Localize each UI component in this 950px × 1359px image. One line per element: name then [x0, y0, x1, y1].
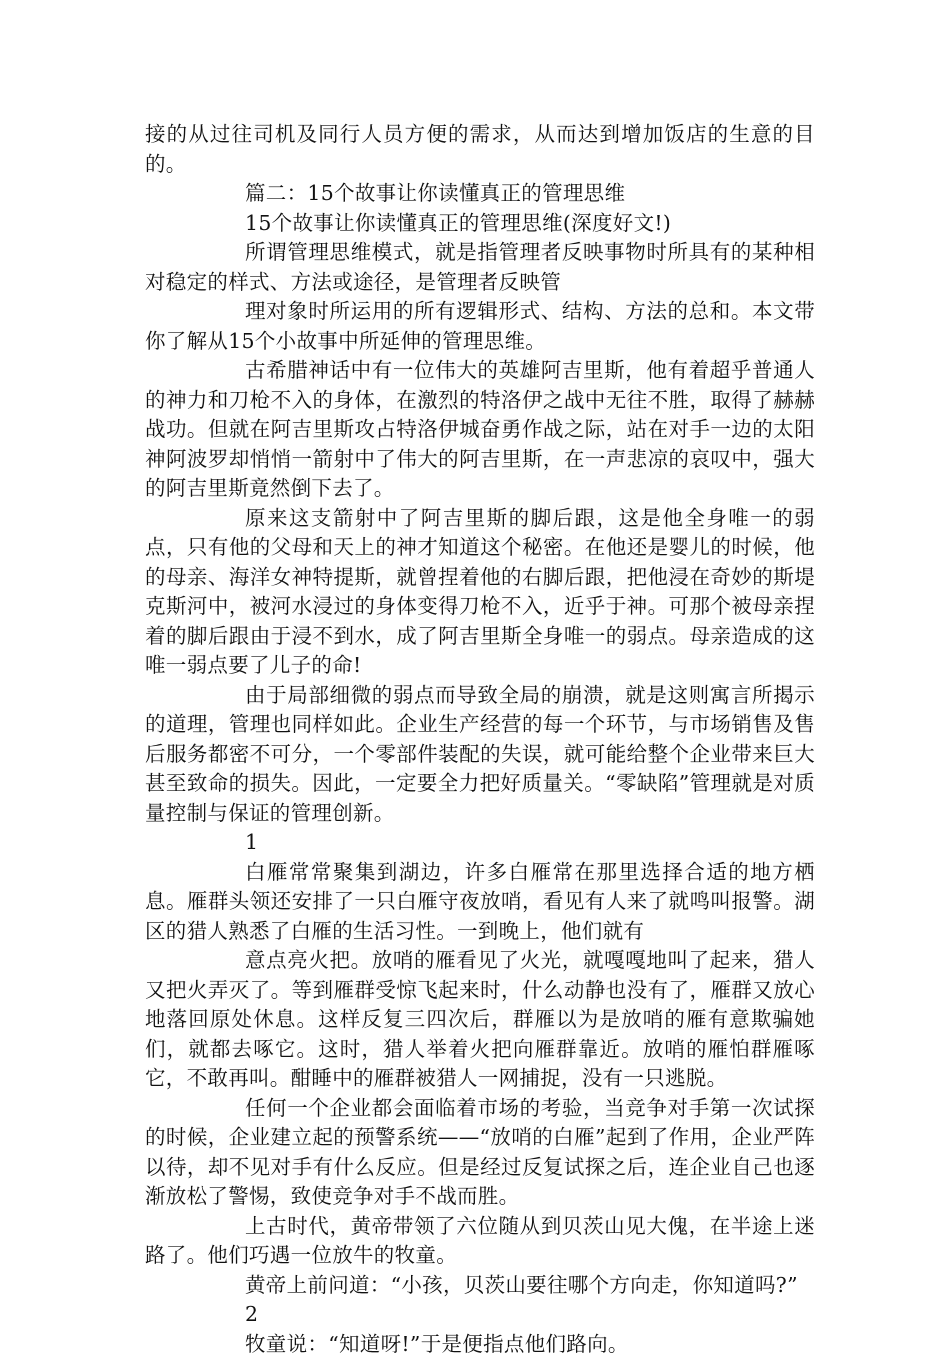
paragraph: 黄帝上前问道：“小孩，贝茨山要往哪个方向走，你知道吗?” — [145, 1271, 815, 1301]
paragraph: 上古时代，黄帝带领了六位随从到贝茨山见大傀，在半途上迷路了。他们巧遇一位放牛的牧童。 — [145, 1212, 815, 1271]
paragraph: 牧童说：“知道呀!”于是便指点他们路向。 — [145, 1330, 815, 1359]
article-title: 15个故事让你读懂真正的管理思维(深度好文!) — [145, 209, 815, 239]
paragraph: 理对象时所运用的所有逻辑形式、结构、方法的总和。本文带你了解从15个小故事中所延伸的管理思维。 — [145, 297, 815, 356]
page-number: 2 — [145, 1300, 815, 1330]
chapter-heading: 篇二：15个故事让你读懂真正的管理思维 — [145, 179, 815, 209]
document-body — [145, 120, 815, 1359]
paragraph: 意点亮火把。放哨的雁看见了火光，就嘎嘎地叫了起来，猎人又把火弄灭了。等到雁群受惊飞起来时，什么动静也没有了，雁群又放心地落回原处休息。这样反复三四次后，群雁以为是放哨的雁有意欺骗她们，就都去啄它。这时，猎人举着火把向雁群靠近。放哨的雁怕群雁啄它，不敢再叫。酣睡中的雁群被猎人一网捕捉，没有一只逃脱。 — [145, 946, 815, 1094]
page-number: 1 — [145, 828, 815, 858]
paragraph: 任何一个企业都会面临着市场的考验，当竞争对手第一次试探的时候，企业建立起的预警系统——“放哨的白雁”起到了作用，企业严阵以待，却不见对手有什么反应。但是经过反复试探之后，连企业自己也逐渐放松了警惕，致使竞争对手不战而胜。 — [145, 1094, 815, 1212]
paragraph: 由于局部细微的弱点而导致全局的崩溃，就是这则寓言所揭示的道理，管理也同样如此。企业生产经营的每一个环节，与市场销售及售后服务都密不可分，一个零部件装配的失误，就可能给整个企业带来巨大甚至致命的损失。因此，一定要全力把好质量关。“零缺陷”管理就是对质量控制与保证的管理创新。 — [145, 681, 815, 829]
paragraph-continuation: 接的从过往司机及同行人员方便的需求，从而达到增加饭店的生意的目的。 — [145, 120, 815, 179]
paragraph: 原来这支箭射中了阿吉里斯的脚后跟，这是他全身唯一的弱点，只有他的父母和天上的神才知道这个秘密。在他还是婴儿的时候，他的母亲、海洋女神特提斯，就曾捏着他的右脚后跟，把他浸在奇妙的斯堤克斯河中，被河水浸过的身体变得刀枪不入，近乎于神。可那个被母亲捏着的脚后跟由于浸不到水，成了阿吉里斯全身唯一的弱点。母亲造成的这唯一弱点要了儿子的命! — [145, 504, 815, 681]
paragraph: 白雁常常聚集到湖边，许多白雁常在那里选择合适的地方栖息。雁群头领还安排了一只白雁守夜放哨，看见有人来了就鸣叫报警。湖区的猎人熟悉了白雁的生活习性。一到晚上，他们就有 — [145, 858, 815, 947]
paragraph: 所谓管理思维模式，就是指管理者反映事物时所具有的某种相对稳定的样式、方法或途径，是管理者反映管 — [145, 238, 815, 297]
paragraph: 古希腊神话中有一位伟大的英雄阿吉里斯，他有着超乎普通人的神力和刀枪不入的身体，在激烈的特洛伊之战中无往不胜，取得了赫赫战功。但就在阿吉里斯攻占特洛伊城奋勇作战之际，站在对手一边的太阳神阿波罗却悄悄一箭射中了伟大的阿吉里斯，在一声悲凉的哀叹中，强大的阿吉里斯竟然倒下去了。 — [145, 356, 815, 504]
